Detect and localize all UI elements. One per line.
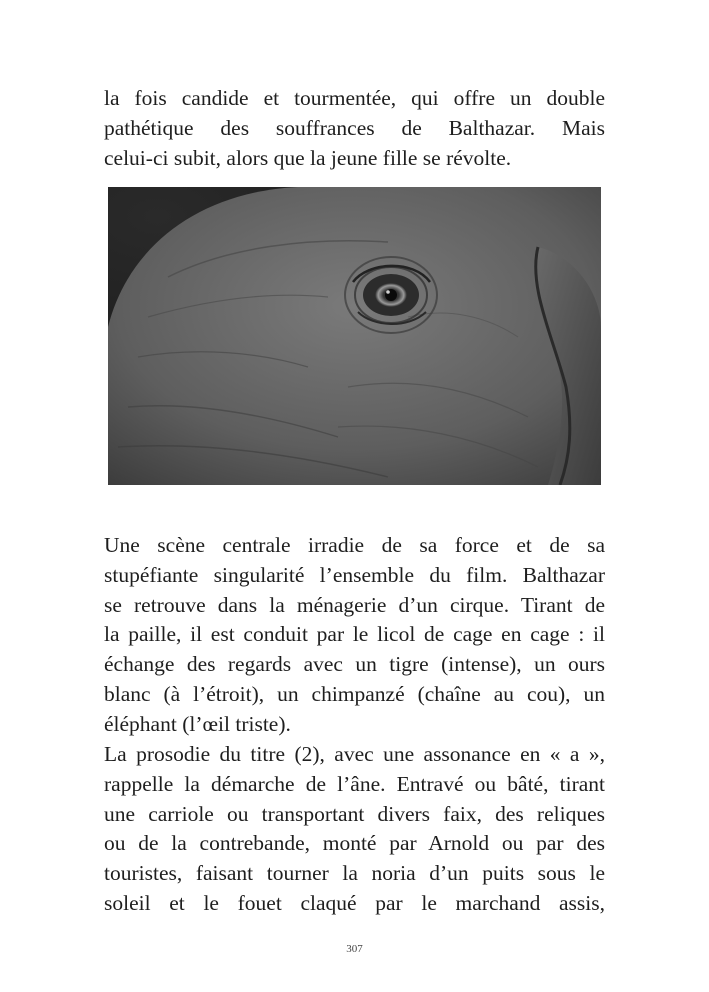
text-line: blanc (à l’étroit), un chimpanzé (chaîne au cou), un	[104, 681, 605, 706]
text-line: la fois candide et tourmentée, qui offre un double	[104, 86, 605, 110]
text-line: pathétique des souffrances de Balthazar. Mais	[104, 115, 605, 140]
text-line: celui-ci subit, alors que la jeune fille se révolte.	[104, 145, 512, 170]
paragraph-1	[104, 84, 605, 173]
paragraph-3	[104, 740, 605, 919]
elephant-photo	[108, 187, 601, 485]
text-line: La prosodie du titre (2), avec une assonance en « a »,	[104, 742, 605, 766]
text-line: échange des regards avec un tigre (intense), un ours	[104, 652, 605, 677]
text-line: ou de la contrebande, monté par Arnold ou par des	[104, 831, 605, 856]
text-line: touristes, faisant tourner la noria d’un puits sous le	[104, 861, 605, 886]
text-line: une carriole ou transportant divers faix, des reliques	[104, 801, 605, 826]
text-line: soleil et le fouet claqué par le marchand assis,	[104, 890, 605, 915]
text-line: rappelle la démarche de l’âne. Entravé ou bâté, tirant	[104, 771, 605, 796]
text-line: Une scène centrale irradie de sa force et de sa	[104, 533, 605, 557]
page-number: 307	[346, 943, 363, 955]
text-line: se retrouve dans la ménagerie d’un cirque. Tirant de	[104, 592, 605, 617]
text-line: éléphant (l’œil triste).	[104, 711, 291, 736]
text-line: la paille, il est conduit par le licol de cage en cage : il	[104, 622, 605, 647]
text-line: stupéfiante singularité l’ensemble du film. Balthazar	[104, 562, 605, 587]
paragraph-2	[104, 531, 605, 740]
